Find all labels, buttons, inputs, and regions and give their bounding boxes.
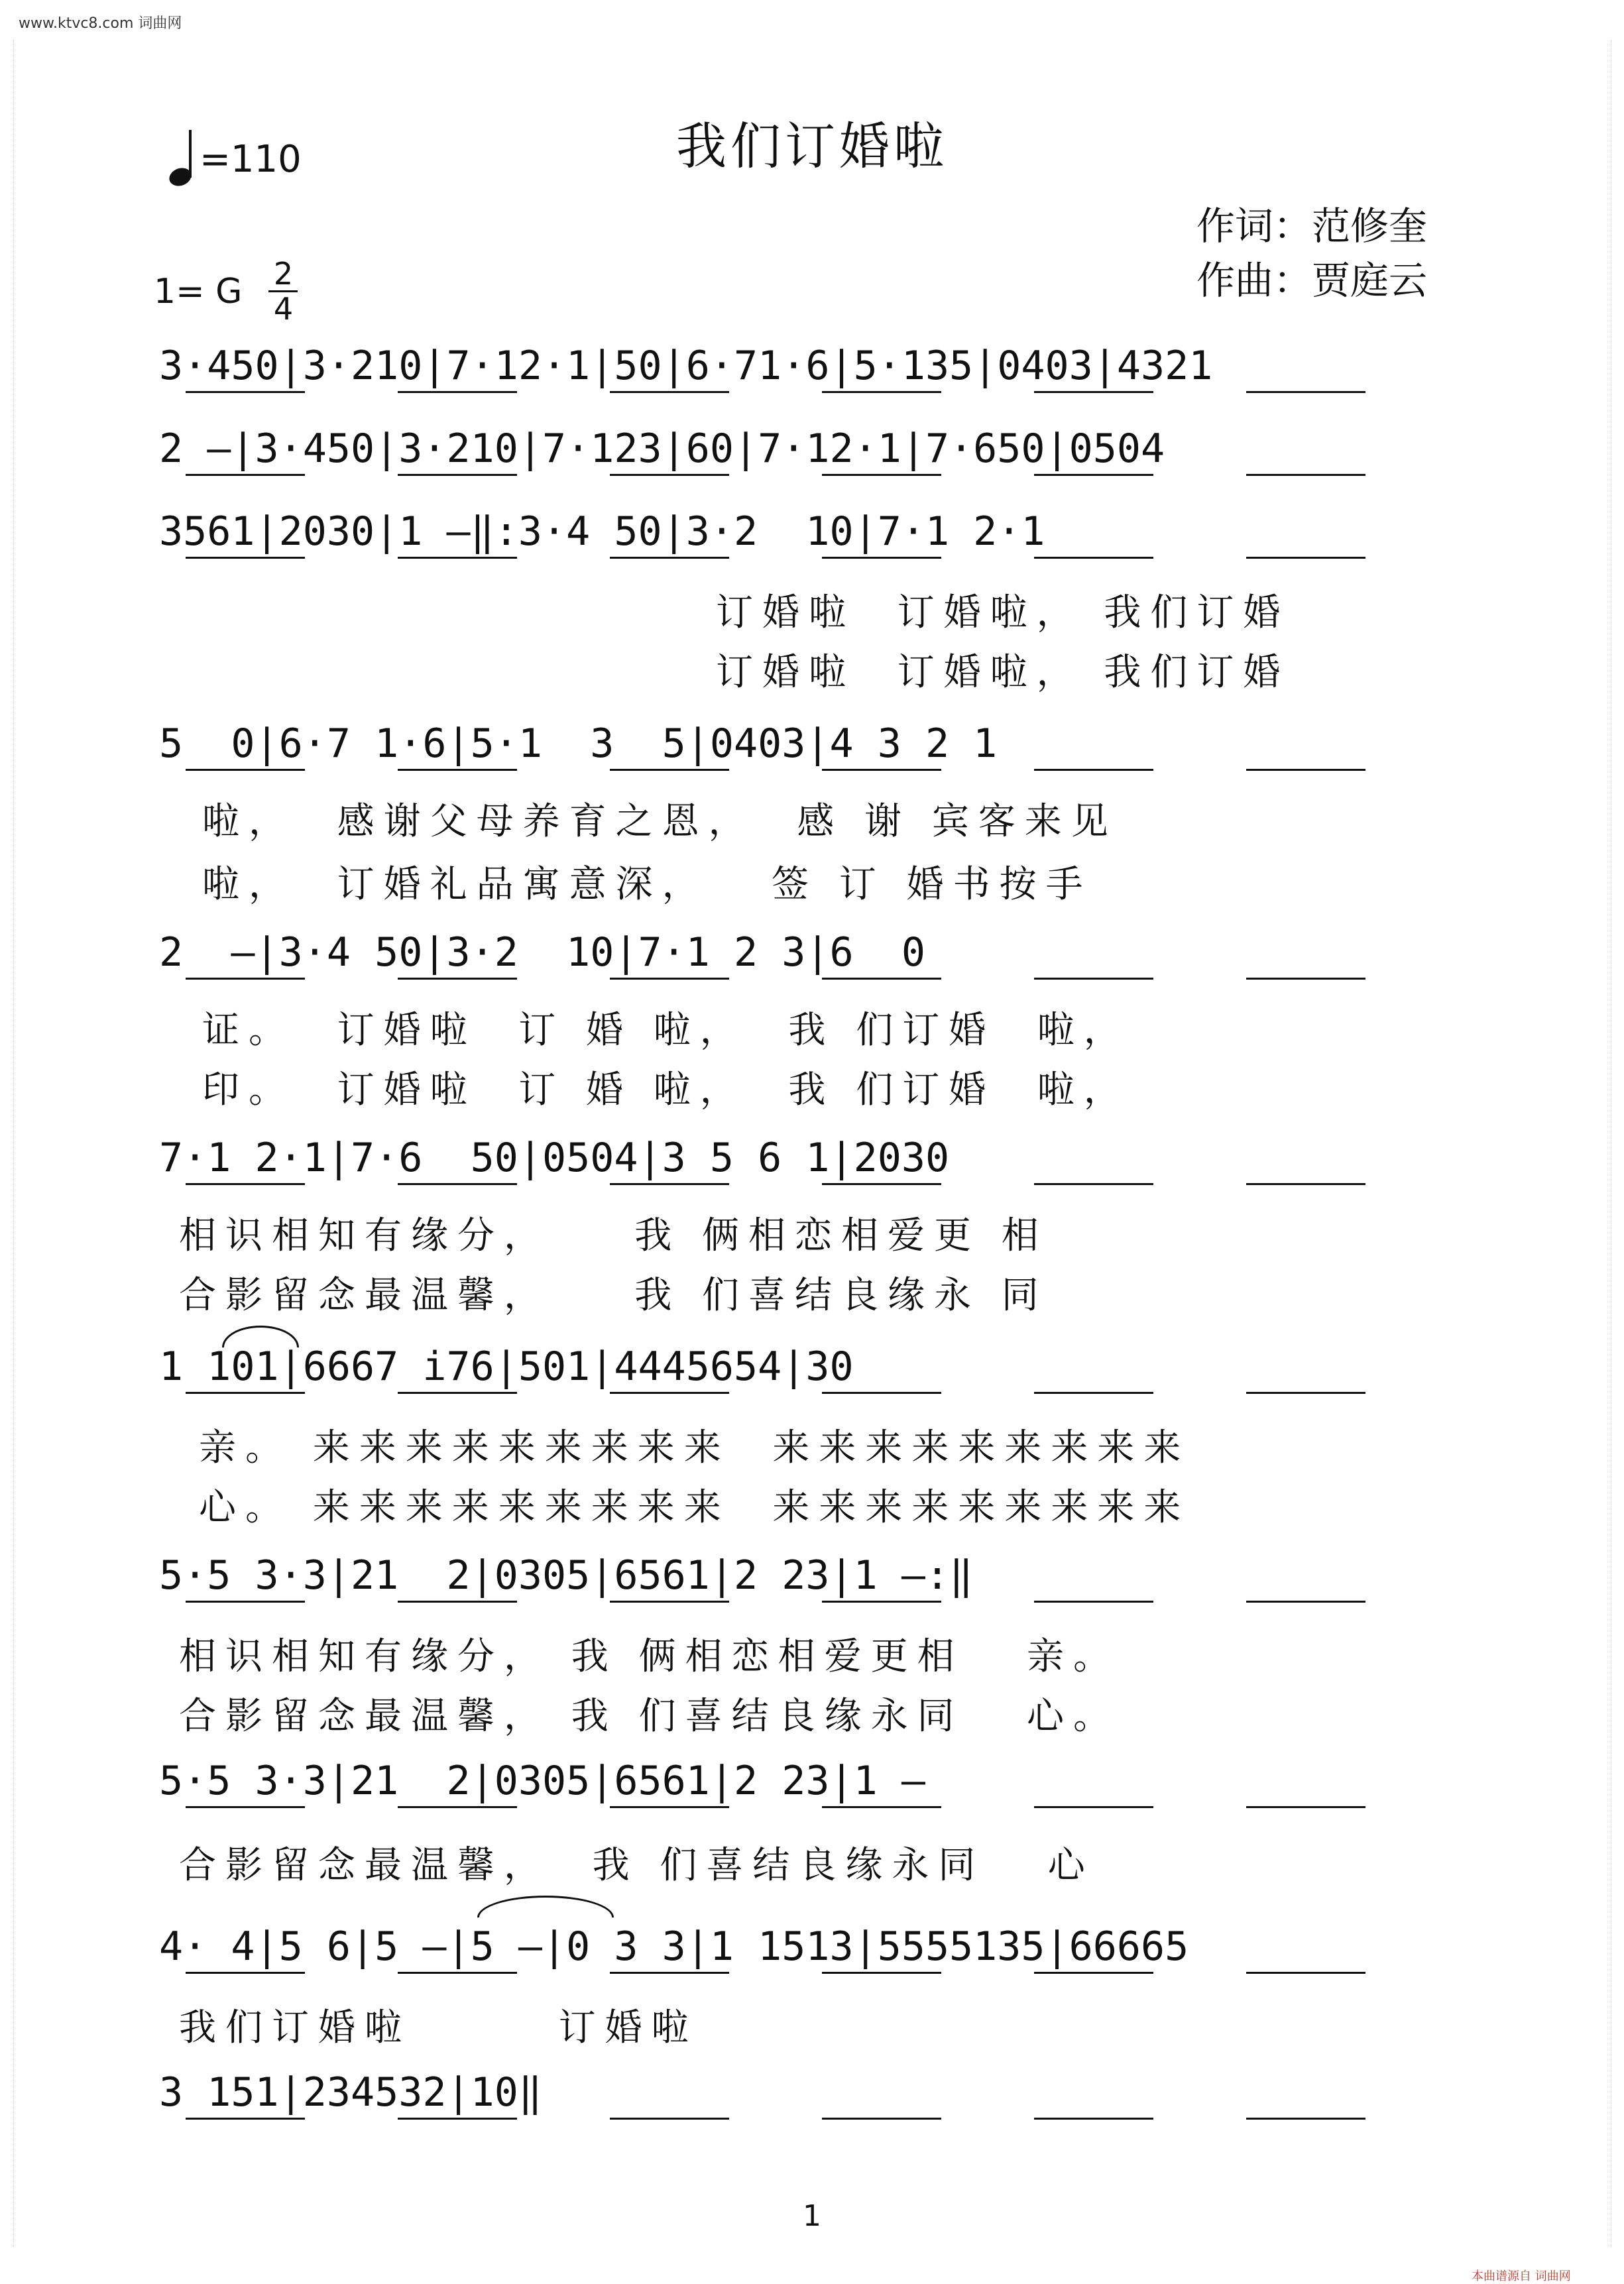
beam-line	[610, 474, 729, 476]
score-row	[159, 1345, 1472, 1388]
beam-line	[1034, 474, 1153, 476]
beam-line	[186, 557, 305, 559]
beam-line	[398, 1972, 517, 1974]
score-row	[159, 1554, 1472, 1597]
beam-line	[186, 1972, 305, 1974]
beam-line	[186, 1601, 305, 1603]
key-signature	[154, 256, 298, 327]
notation-line: 3·450|3·210|7·12·1|50|6·71·6|5·135|0403|4321	[159, 343, 1213, 389]
score-row	[159, 1137, 1472, 1179]
lyricist: 作词：范修奎	[1196, 203, 1428, 249]
beam-line	[1246, 769, 1365, 771]
beam-line	[610, 769, 729, 771]
beam-line	[186, 391, 305, 393]
lyric-line: 合影留念最温馨， 我 们喜结良缘永 同	[179, 1274, 1048, 1317]
beam-line	[610, 1183, 729, 1185]
notation-line: 7·1 2·1|7·6 50|0504|3 5 6 1|2030	[159, 1135, 950, 1181]
beam-line	[1246, 2118, 1365, 2120]
beam-line	[1246, 978, 1365, 980]
beam-line	[1034, 2118, 1153, 2120]
credits	[1196, 199, 1427, 308]
beam-line	[610, 557, 729, 559]
tempo-value: =110	[200, 137, 302, 181]
lyric-line: 订婚啦 订婚啦， 我们订婚	[716, 651, 1290, 694]
lyric-line: 心。 来来来来来来来来来 来来来来来来来来来	[199, 1486, 1190, 1529]
beam-line	[1034, 1183, 1153, 1185]
score-row	[159, 1925, 1472, 1968]
beam-line	[1034, 769, 1153, 771]
beam-line	[398, 391, 517, 393]
beam-line	[186, 1183, 305, 1185]
beam-line	[186, 769, 305, 771]
score-row	[159, 722, 1472, 765]
quarter-note-icon	[169, 133, 192, 186]
score-row	[159, 345, 1472, 387]
score-row	[159, 510, 1472, 553]
beam-line	[1246, 557, 1365, 559]
beam-line	[398, 1183, 517, 1185]
lyric-line: 合影留念最温馨， 我 们喜结良缘永同 心	[179, 1844, 1094, 1887]
beam-line	[1246, 1601, 1365, 1603]
beam-line	[1246, 1183, 1365, 1185]
footer-source: 本曲谱源自 词曲网	[1472, 2269, 1571, 2283]
lyric-line: 相识相知有缘分， 我 俩相恋相爱更相 亲。	[179, 1635, 1120, 1678]
beam-line	[822, 1601, 941, 1603]
left-margin-watermark	[4, 40, 14, 2247]
beam-line	[1246, 1806, 1365, 1808]
beam-line	[1034, 1601, 1153, 1603]
song-title: 我们订婚啦	[676, 117, 948, 176]
score-row	[159, 428, 1472, 470]
beam-line	[1034, 978, 1153, 980]
slur-mark	[477, 1896, 614, 1917]
beam-line	[610, 978, 729, 980]
page-number: 1	[803, 2199, 821, 2233]
beam-line	[1034, 391, 1153, 393]
lyric-line: 印。 订婚啦 订 婚 啦， 我 们订婚 啦，	[202, 1068, 1130, 1112]
lyric-line: 订婚啦 订婚啦， 我们订婚	[716, 591, 1290, 634]
notation-line: 5·5 3·3|21 2|0305|6561|2 23|1 —	[159, 1758, 925, 1804]
beam-line	[1034, 557, 1153, 559]
time-signature	[268, 256, 298, 327]
beam-line	[610, 1972, 729, 1974]
beam-line	[398, 557, 517, 559]
lyric-line: 我们订婚啦 订婚啦	[179, 2006, 698, 2049]
beam-line	[610, 2118, 729, 2120]
beam-line	[1246, 1392, 1365, 1394]
beam-line	[610, 1601, 729, 1603]
time-denominator: 4	[273, 291, 294, 327]
beam-line	[610, 391, 729, 393]
beam-line	[186, 474, 305, 476]
beam-line	[398, 1392, 517, 1394]
beam-line	[822, 1972, 941, 1974]
beam-line	[610, 1392, 729, 1394]
beam-line	[398, 1601, 517, 1603]
beam-line	[398, 474, 517, 476]
time-numerator: 2	[273, 256, 294, 292]
beam-line	[1246, 1972, 1365, 1974]
composer: 作曲：贾庭云	[1196, 258, 1428, 303]
beam-line	[1246, 474, 1365, 476]
slur-mark	[222, 1326, 299, 1347]
score-row	[159, 931, 1472, 974]
site-url: www.ktvc8.com 词曲网	[19, 15, 182, 32]
beam-line	[822, 769, 941, 771]
beam-line	[822, 978, 941, 980]
lyric-line: 合影留念最温馨， 我 们喜结良缘永同 心。	[179, 1695, 1120, 1738]
lyric-line: 啦， 订婚礼品寓意深， 签 订 婚书按手	[202, 863, 1092, 906]
beam-line	[398, 1806, 517, 1808]
notation-line: 2 —|3·4 50|3·2 10|7·1 2 3|6 0	[159, 929, 925, 976]
beam-line	[822, 2118, 941, 2120]
beam-line	[822, 1806, 941, 1808]
beam-line	[610, 1806, 729, 1808]
beam-line	[822, 1392, 941, 1394]
beam-line	[186, 1806, 305, 1808]
beam-line	[186, 978, 305, 980]
right-margin-watermark	[1611, 40, 1621, 2247]
beam-line	[186, 2118, 305, 2120]
beam-line	[1034, 1972, 1153, 1974]
beam-line	[398, 2118, 517, 2120]
beam-line	[1034, 1806, 1153, 1808]
notation-line: 3561|2030|1 —‖:3·4 50|3·2 10|7·1 2·1	[159, 508, 1045, 555]
key-label: 1= G	[154, 271, 243, 312]
beam-line	[822, 474, 941, 476]
lyric-line: 亲。 来来来来来来来来来 来来来来来来来来来	[199, 1426, 1190, 1469]
notation-line: 5 0|6·7 1·6|5·1 3 5|0403|4 3 2 1	[159, 720, 998, 767]
beam-line	[1034, 1392, 1153, 1394]
score-row	[159, 1760, 1472, 1802]
beam-line	[1246, 391, 1365, 393]
beam-line	[186, 1392, 305, 1394]
notation-line: 5·5 3·3|21 2|0305|6561|2 23|1 —:‖	[159, 1552, 974, 1599]
notation-line: 1 101|6667 i76|501|4445654|30	[159, 1343, 854, 1390]
beam-line	[398, 769, 517, 771]
lyric-line: 证。 订婚啦 订 婚 啦， 我 们订婚 啦，	[202, 1009, 1130, 1052]
score-row	[159, 2071, 1472, 2114]
beam-line	[822, 1183, 941, 1185]
lyric-line: 啦， 感谢父母养育之恩， 感 谢 宾客来见	[202, 800, 1118, 843]
notation-line: 3 151|234532|10‖	[159, 2069, 542, 2116]
beam-line	[822, 557, 941, 559]
beam-line	[398, 978, 517, 980]
notation-line: 2 —|3·450|3·210|7·123|60|7·12·1|7·650|0504	[159, 426, 1165, 472]
lyric-line: 相识相知有缘分， 我 俩相恋相爱更 相	[179, 1214, 1048, 1257]
tempo-marking	[169, 133, 302, 186]
notation-line: 4· 4|5 6|5 —|5 —|0 3 3|1 1513|5555135|66665	[159, 1923, 1189, 1970]
beam-line	[822, 391, 941, 393]
